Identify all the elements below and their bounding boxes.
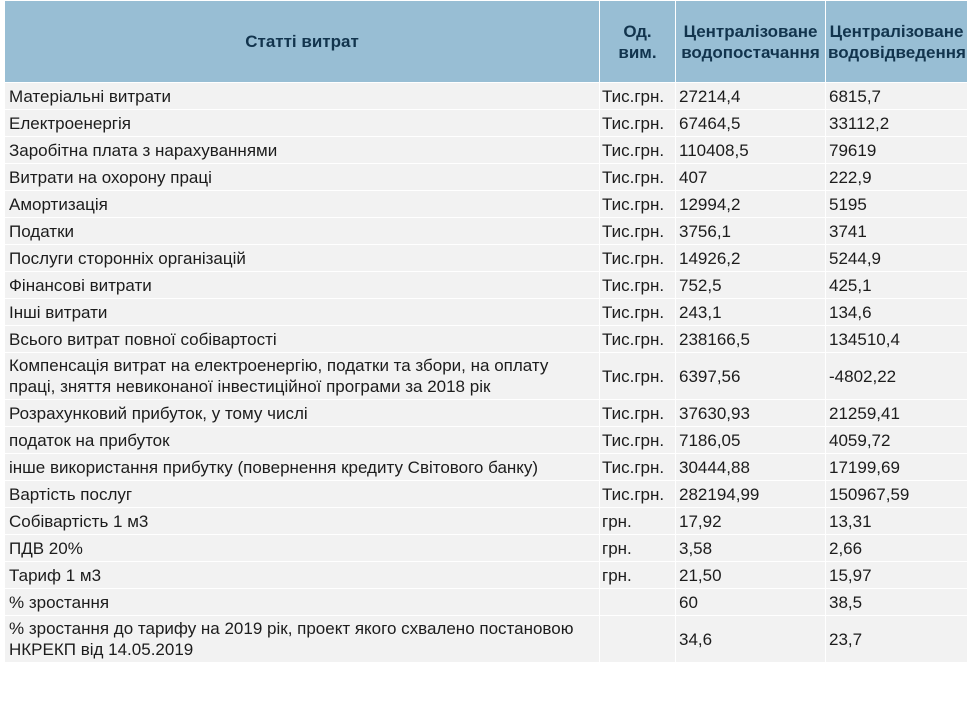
row-supply-value: 27214,4 — [676, 83, 826, 110]
row-unit: Тис.грн. — [600, 164, 676, 191]
table-row — [5, 272, 968, 299]
row-item: Матеріальні витрати — [5, 83, 600, 110]
row-supply-value: 60 — [676, 589, 826, 616]
row-supply-value: 3756,1 — [676, 218, 826, 245]
row-unit: Тис.грн. — [600, 353, 676, 400]
row-supply-value: 12994,2 — [676, 191, 826, 218]
row-supply-value: 14926,2 — [676, 245, 826, 272]
table-row — [5, 245, 968, 272]
table-row — [5, 164, 968, 191]
row-item: Електроенергія — [5, 110, 600, 137]
row-drainage-value: 5244,9 — [826, 245, 968, 272]
row-item: % зростання до тарифу на 2019 рік, проект якого схвалено постановою НКРЕКП від 14.05.2019 — [5, 616, 600, 663]
row-supply-value: 34,6 — [676, 616, 826, 663]
table-row — [5, 400, 968, 427]
row-unit: Тис.грн. — [600, 191, 676, 218]
row-unit: Тис.грн. — [600, 218, 676, 245]
header-item: Статті витрат — [5, 1, 600, 83]
row-drainage-value: 79619 — [826, 137, 968, 164]
row-item: Послуги сторонніх організацій — [5, 245, 600, 272]
row-supply-value: 3,58 — [676, 535, 826, 562]
row-unit: грн. — [600, 562, 676, 589]
table-row — [5, 137, 968, 164]
table-row — [5, 535, 968, 562]
row-unit: Тис.грн. — [600, 245, 676, 272]
row-item: Заробітна плата з нарахуваннями — [5, 137, 600, 164]
row-item: Собівартість 1 м3 — [5, 508, 600, 535]
row-supply-value: 238166,5 — [676, 326, 826, 353]
row-unit: Тис.грн. — [600, 427, 676, 454]
row-item: Розрахунковий прибуток, у тому числі — [5, 400, 600, 427]
row-drainage-value: 134510,4 — [826, 326, 968, 353]
table-row — [5, 589, 968, 616]
row-drainage-value: 150967,59 — [826, 481, 968, 508]
row-supply-value: 6397,56 — [676, 353, 826, 400]
row-drainage-value: -4802,22 — [826, 353, 968, 400]
row-drainage-value: 38,5 — [826, 589, 968, 616]
header-water-supply: Централізоване водопостачання — [676, 1, 826, 83]
row-item: Витрати на охорону праці — [5, 164, 600, 191]
table-body — [5, 83, 968, 663]
row-supply-value: 243,1 — [676, 299, 826, 326]
row-drainage-value: 17199,69 — [826, 454, 968, 481]
row-unit: Тис.грн. — [600, 299, 676, 326]
header-row — [5, 1, 968, 83]
row-drainage-value: 5195 — [826, 191, 968, 218]
table-row — [5, 616, 968, 663]
row-supply-value: 21,50 — [676, 562, 826, 589]
row-item: Податки — [5, 218, 600, 245]
row-supply-value: 17,92 — [676, 508, 826, 535]
row-drainage-value: 2,66 — [826, 535, 968, 562]
row-drainage-value: 23,7 — [826, 616, 968, 663]
header-water-drainage: Централізоване водовідведення — [826, 1, 968, 83]
row-unit — [600, 589, 676, 616]
row-unit: грн. — [600, 508, 676, 535]
row-supply-value: 752,5 — [676, 272, 826, 299]
table-row — [5, 562, 968, 589]
row-unit: Тис.грн. — [600, 400, 676, 427]
row-drainage-value: 425,1 — [826, 272, 968, 299]
row-item: інше використання прибутку (повернення кредиту Світового банку) — [5, 454, 600, 481]
row-drainage-value: 33112,2 — [826, 110, 968, 137]
row-supply-value: 30444,88 — [676, 454, 826, 481]
row-unit: Тис.грн. — [600, 481, 676, 508]
cost-table — [4, 0, 968, 663]
row-unit: грн. — [600, 535, 676, 562]
table-row — [5, 110, 968, 137]
row-drainage-value: 3741 — [826, 218, 968, 245]
row-item: ПДВ 20% — [5, 535, 600, 562]
table-row — [5, 427, 968, 454]
row-drainage-value: 4059,72 — [826, 427, 968, 454]
row-drainage-value: 222,9 — [826, 164, 968, 191]
row-drainage-value: 6815,7 — [826, 83, 968, 110]
row-unit: Тис.грн. — [600, 326, 676, 353]
row-item: Амортизація — [5, 191, 600, 218]
row-drainage-value: 21259,41 — [826, 400, 968, 427]
row-supply-value: 67464,5 — [676, 110, 826, 137]
row-item: % зростання — [5, 589, 600, 616]
table-row — [5, 326, 968, 353]
row-unit: Тис.грн. — [600, 110, 676, 137]
table-row — [5, 218, 968, 245]
row-supply-value: 110408,5 — [676, 137, 826, 164]
table-row — [5, 481, 968, 508]
row-unit: Тис.грн. — [600, 272, 676, 299]
row-supply-value: 7186,05 — [676, 427, 826, 454]
row-item: Всього витрат повної собівартості — [5, 326, 600, 353]
row-unit: Тис.грн. — [600, 83, 676, 110]
table-row — [5, 83, 968, 110]
row-item: Компенсація витрат на електроенергію, податки та збори, на оплату праці, зняття невиконаної інвестиційної програми за 2018 рік — [5, 353, 600, 400]
table-row — [5, 454, 968, 481]
table-header — [5, 1, 968, 83]
row-unit — [600, 616, 676, 663]
row-supply-value: 37630,93 — [676, 400, 826, 427]
row-unit: Тис.грн. — [600, 454, 676, 481]
row-item: Вартість послуг — [5, 481, 600, 508]
row-drainage-value: 134,6 — [826, 299, 968, 326]
table-row — [5, 191, 968, 218]
row-item: Інші витрати — [5, 299, 600, 326]
row-item: податок на прибуток — [5, 427, 600, 454]
row-item: Фінансові витрати — [5, 272, 600, 299]
table-row — [5, 299, 968, 326]
row-unit: Тис.грн. — [600, 137, 676, 164]
row-drainage-value: 13,31 — [826, 508, 968, 535]
table-row — [5, 353, 968, 400]
row-supply-value: 282194,99 — [676, 481, 826, 508]
table-row — [5, 508, 968, 535]
row-drainage-value: 15,97 — [826, 562, 968, 589]
row-item: Тариф 1 м3 — [5, 562, 600, 589]
row-supply-value: 407 — [676, 164, 826, 191]
header-unit: Од. вим. — [600, 1, 676, 83]
